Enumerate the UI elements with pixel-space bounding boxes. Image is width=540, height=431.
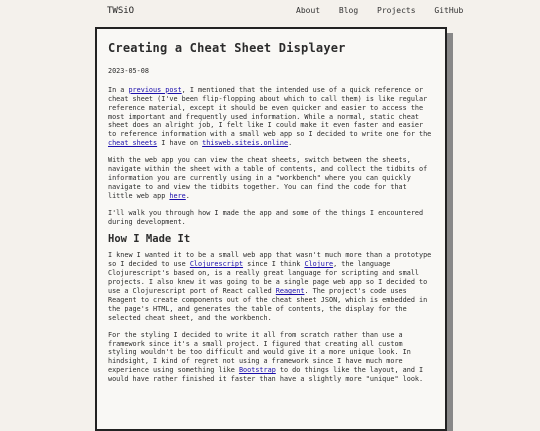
text: , the language Clojurescript's based on, is a really great language for scripting and small projects. I also knew it was going to be a single page web app so I decided to use a Clojurescript port of React called bbox=[108, 260, 428, 296]
site-brand[interactable]: TWSiO bbox=[107, 6, 135, 16]
text: In a bbox=[108, 85, 129, 94]
post-date: 2023-05-08 bbox=[108, 66, 149, 75]
cheat-sheets-link[interactable]: cheat sheets bbox=[108, 139, 158, 148]
site-link[interactable]: thisweb.siteis.online bbox=[202, 139, 289, 148]
text: I have on bbox=[157, 139, 203, 148]
text: I knew I wanted it to be a small web app that wasn't much more than a prototype so I decided to use bbox=[108, 251, 432, 269]
text: . bbox=[185, 191, 190, 200]
text: since I think bbox=[243, 260, 305, 269]
nav-github-link[interactable]: GitHub bbox=[434, 6, 464, 15]
clojure-link[interactable]: Clojure bbox=[304, 260, 334, 269]
nav-links bbox=[296, 6, 477, 15]
nav-projects-link[interactable]: Projects bbox=[377, 6, 416, 15]
post-card bbox=[95, 27, 447, 431]
text: . bbox=[288, 139, 293, 148]
section-heading: How I Made It bbox=[108, 232, 191, 245]
clojurescript-link[interactable]: Clojurescript bbox=[189, 260, 244, 269]
text: to do things like the layout, and I would have rather finished it faster than have a slightly more "unique" look. bbox=[108, 366, 424, 384]
text: . The project's code uses Reagent to create components out of the cheat sheet JSON, which is embedded in the page's HTML, and generates the table of contents, the display for the selected cheat sheet, and the workbench. bbox=[108, 287, 428, 322]
text: With the web app you can view the cheat sheets, switch between the sheets, navigate within the sheet with a table of contents, and collect the tidbits of information you are currently using in a "workbench" where you can quickly navigate to and view the tidbits together. You can find the code for that little web app bbox=[108, 156, 428, 200]
text: , I mentioned that the intended use of a quick reference or cheat sheet (I've been flip-flopping about which to call them) is like regular reference material, except it should be even quicker and easier to access the most important and frequently used information. While a normal, static cheat sheet does an alright job, I felt like I could make it even faster and easier to reference information with a small web app so I decided to write one for the bbox=[108, 85, 432, 139]
nav-about-link[interactable]: About bbox=[296, 6, 321, 15]
top-nav bbox=[0, 0, 540, 22]
paragraph-how bbox=[108, 251, 434, 322]
paragraph-styling bbox=[108, 331, 434, 384]
text: For the styling I decided to write it all from scratch rather than use a framework since it's a small project. I figured that creating all custom styling wouldn't be too difficult and would give it a more unique look. In hindsight, I kind of regret not using a framework since I have much more experience using something like bbox=[108, 330, 411, 375]
paragraph-webapp bbox=[108, 156, 434, 201]
code-here-link[interactable]: here bbox=[169, 191, 186, 200]
reagent-link[interactable]: Reagent bbox=[275, 287, 305, 296]
post-title: Creating a Cheat Sheet Displayer bbox=[108, 41, 346, 55]
post-content bbox=[108, 41, 434, 392]
previous-post-link[interactable]: previous post bbox=[128, 85, 182, 94]
nav-blog-link[interactable]: Blog bbox=[338, 6, 359, 15]
bootstrap-link[interactable]: Bootstrap bbox=[238, 366, 276, 375]
paragraph-intro bbox=[108, 86, 434, 148]
paragraph-walkthrough: I'll walk you through how I made the app and some of the things I encountered during development. bbox=[108, 208, 424, 226]
